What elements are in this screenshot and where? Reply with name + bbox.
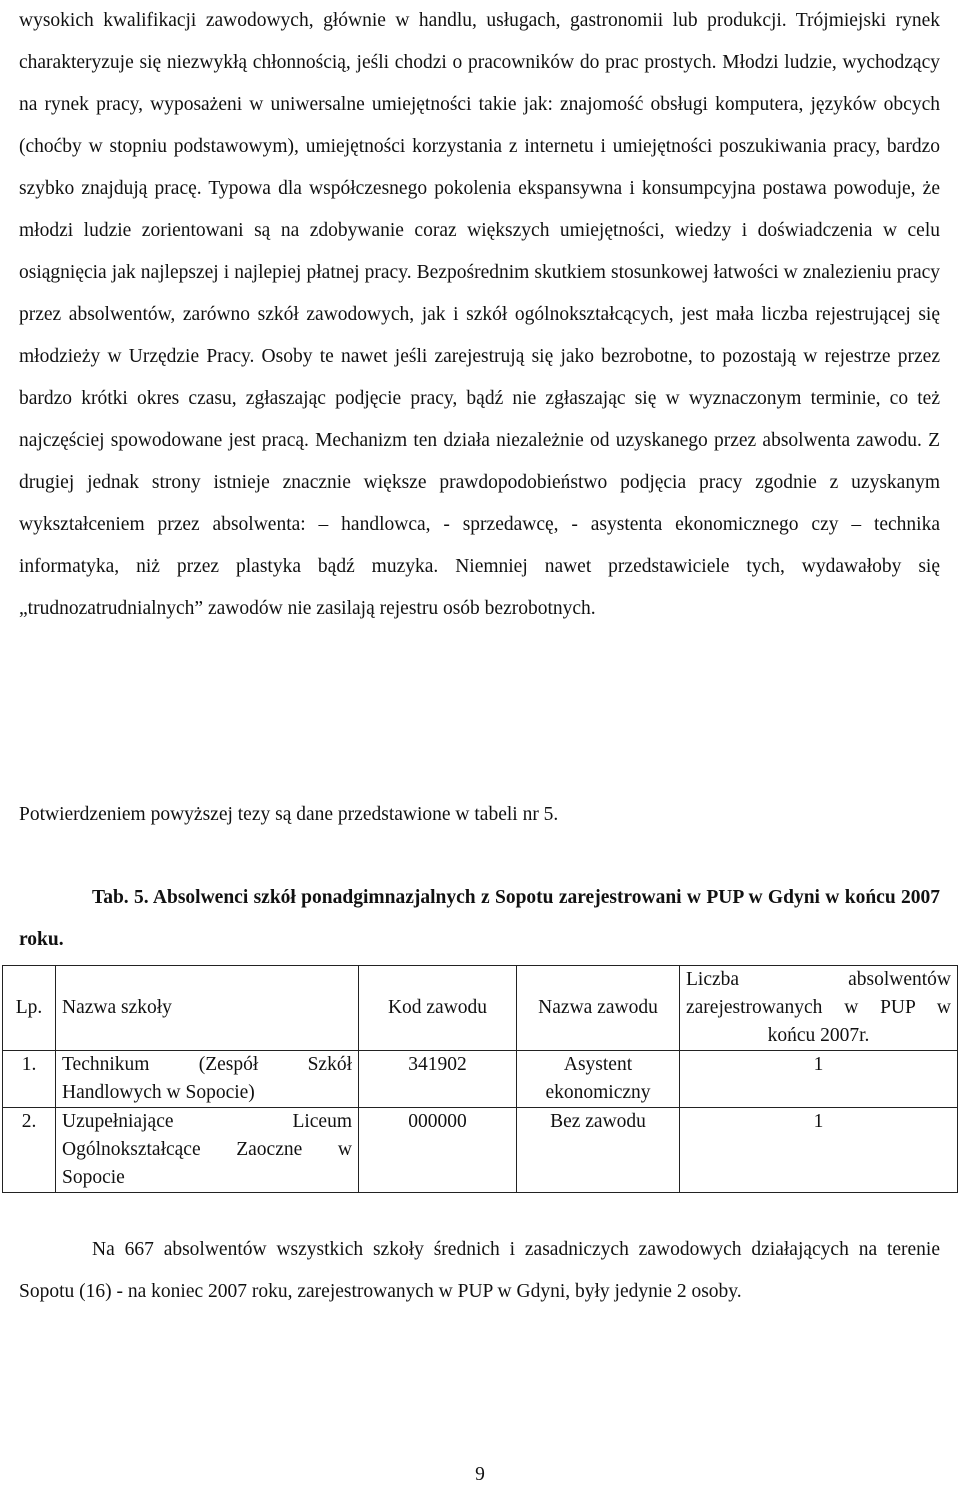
table-header-row: [3, 966, 958, 1051]
cell-profession-code: 000000: [359, 1108, 517, 1193]
table-row: [3, 1051, 958, 1108]
header-lp: Lp.: [3, 966, 56, 1051]
cell-school-name: Uzupełniające Liceum Ogólnokształcące Zaoczne w Sopocie: [56, 1108, 359, 1193]
header-school-name: Nazwa szkoły: [56, 966, 359, 1051]
cell-profession-code: 341902: [359, 1051, 517, 1108]
header-registered-count: Liczba absolwentów zarejestrowanych w PUP w końcu 2007r.: [680, 966, 958, 1051]
intro-paragraph: wysokich kwalifikacji zawodowych, głównie w handlu, usługach, gastronomii lub produkcji. Trójmiejski rynek charakteryzuje się niezwykłą chłonnością, jeśli chodzi o pracowników do prac prostych. Młodzi ludzie, wychodzący na rynek pracy, wyposażeni w uniwersalne umiejętności takie jak: znajomość obsługi komputera, języków obcych (choćby w stopniu podstawowym), umiejętności korzystania z internetu i umiejętności poszukiwania pracy, bardzo szybko znajdują pracę. Typowa dla współczesnego pokolenia ekspansywna i konsumpcyjna postawa powoduje, że młodzi ludzie zorientowani są na zdobywanie coraz większych umiejętności, wiedzy i doświadczenia w celu osiągnięcia jak najlepszej i najlepiej płatnej pracy. Bezpośrednim skutkiem stosunkowej łatwości w znalezieniu pracy przez absolwentów, zarówno szkół zawodowych, jak i szkół ogólnokształcących, jest mała liczba rejestrującej się młodzieży w Urzędzie Pracy. Osoby te nawet jeśli zarejestrują się jako bezrobotne, to pozostają w rejestrze przez bardzo krótki okres czasu, zgłaszając podjęcie pracy, bądź nie zgłaszając się w wyznaczonym terminie, co też najczęściej spowodowane jest pracą. Mechanizm ten działa niezależnie od uzyskanego przez absolwenta zawodu. Z drugiej jednak strony istnieje znacznie większe prawdopodobieństwo podjęcia pracy zgodnie z uzyskanym wykształceniem przez absolwenta: – handlowca, - sprzedawcę, - asystenta ekonomicznego czy – technika informatyka, niż przez plastyka bądź muzyka. Niemniej nawet przedstawiciele tych, wydawałoby się „trudnozatrudnialnych” zawodów nie zasilają rejestru osób bezrobotnych.: [19, 10, 940, 619]
cell-profession-name: Bez zawodu: [517, 1108, 680, 1193]
page-number: 9: [475, 1464, 485, 1485]
cell-registered-count: 1: [680, 1051, 958, 1108]
header-profession-code: Kod zawodu: [359, 966, 517, 1051]
cell-lp: 1.: [3, 1051, 56, 1108]
header-profession-name: Nazwa zawodu: [517, 966, 680, 1051]
cell-registered-count: 1: [680, 1108, 958, 1193]
graduates-table: [2, 965, 958, 1193]
cell-school-name: Technikum (Zespół Szkół Handlowych w Sopocie): [56, 1051, 359, 1108]
table-reference-paragraph: Potwierdzeniem powyższej tezy są dane przedstawione w tabeli nr 5.: [19, 804, 559, 825]
cell-lp: 2.: [3, 1108, 56, 1193]
summary-paragraph: Na 667 absolwentów wszystkich szkoły średnich i zasadniczych zawodowych działających na terenie Sopotu (16) - na koniec 2007 roku, zarejestrowanych w PUP w Gdyni, były jedynie 2 osoby.: [19, 1239, 940, 1302]
cell-profession-name: Asystent ekonomiczny: [517, 1051, 680, 1108]
table-caption: Tab. 5. Absolwenci szkół ponadgimnazjalnych z Sopotu zarejestrowani w PUP w Gdyni w końcu 2007 roku.: [19, 887, 940, 950]
table-row: [3, 1108, 958, 1193]
